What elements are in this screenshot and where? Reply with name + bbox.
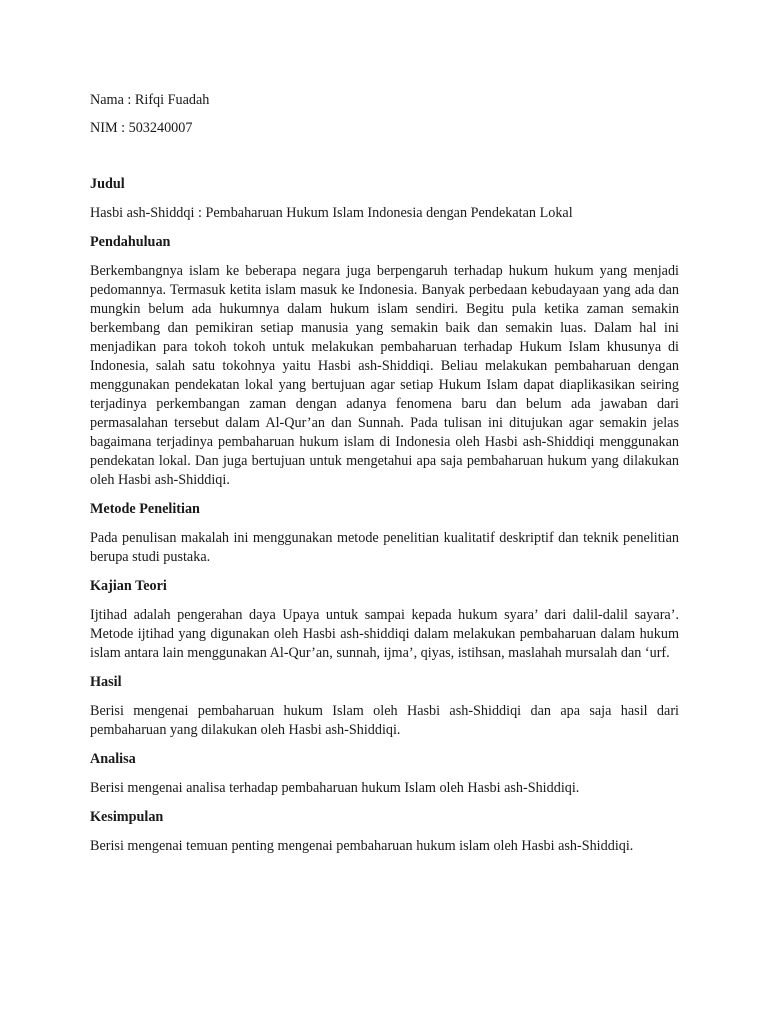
hasil-text: Berisi mengenai pembaharuan hukum Islam oleh Hasbi ash-Shiddiqi dan apa saja hasil dari pembaharuan yang dilakukan oleh Hasbi ash-Shiddiqi. — [90, 703, 679, 738]
pendahuluan-text: Berkembangnya islam ke beberapa negara juga berpengaruh terhadap hukum hukum yang menjadi pedomannya. Termasuk ketita islam masuk ke Indonesia. Banyak perbedaan kebudayaan yang ada dan mungkin belum ada hukumnya dalam hukum islam sendiri. Begitu pula ketika zaman semakin berkembang dan pemikiran setiap manusia yang semakin baik dan semakin luas. Dalam hal ini menjadikan para tokoh tokoh untuk melakukan pembaharuan terhadap Hukum Islam khusunya di Indonesia, salah satu tokohnya yaitu Hasbi ash-Shiddiqi. Beliau melakukan pembaharuan dengan menggunakan pendekatan lokal yang bertujuan agar setiap Hukum Islam dapat diaplikasikan seiring terjadinya perkembangan zaman dengan adanya fenomena baru dan belum ada jawaban dari permasalahan tersebut dalam Al-Qur’an dan Sunnah. Pada tulisan ini ditujukan agar semakin jelas bagaimana terjadinya pembaharuan hukum islam di Indonesia oleh Hasbi ash-Shiddiqi menggunakan pendekatan lokal. Dan juga bertujuan untuk mengetahui apa saja pembaharuan hukum yang dilakukan oleh Hasbi ash-Shiddiqi. — [90, 263, 679, 488]
metode-heading: Metode Penelitian — [90, 501, 200, 517]
pendahuluan-heading: Pendahuluan — [90, 234, 171, 250]
analisa-text: Berisi mengenai analisa terhadap pembaharuan hukum Islam oleh Hasbi ash-Shiddiqi. — [90, 780, 580, 796]
student-id: NIM : 503240007 — [90, 120, 193, 136]
kajian-heading: Kajian Teori — [90, 578, 167, 594]
kesimpulan-heading: Kesimpulan — [90, 809, 164, 825]
kesimpulan-text: Berisi mengenai temuan penting mengenai pembaharuan hukum islam oleh Hasbi ash-Shiddiqi. — [90, 838, 634, 854]
hasil-heading: Hasil — [90, 674, 122, 690]
student-name: Nama : Rifqi Fuadah — [90, 92, 210, 108]
judul-text: Hasbi ash-Shiddqi : Pembaharuan Hukum Islam Indonesia dengan Pendekatan Lokal — [90, 205, 573, 221]
metode-text: Pada penulisan makalah ini menggunakan metode penelitian kualitatif deskriptif dan teknik penelitian berupa studi pustaka. — [90, 530, 679, 565]
judul-heading: Judul — [90, 176, 125, 192]
kajian-text: Ijtihad adalah pengerahan daya Upaya untuk sampai kepada hukum syara’ dari dalil-dalil sayara’. Metode ijtihad yang digunakan oleh Hasbi ash-shiddiqi dalam melakukan pembaharuan dalam hukum islam antara lain menggunakan Al-Qur’an, sunnah, ijma’, qiyas, istihsan, maslahah mursalah dan ‘urf. — [90, 607, 679, 661]
analisa-heading: Analisa — [90, 751, 136, 767]
